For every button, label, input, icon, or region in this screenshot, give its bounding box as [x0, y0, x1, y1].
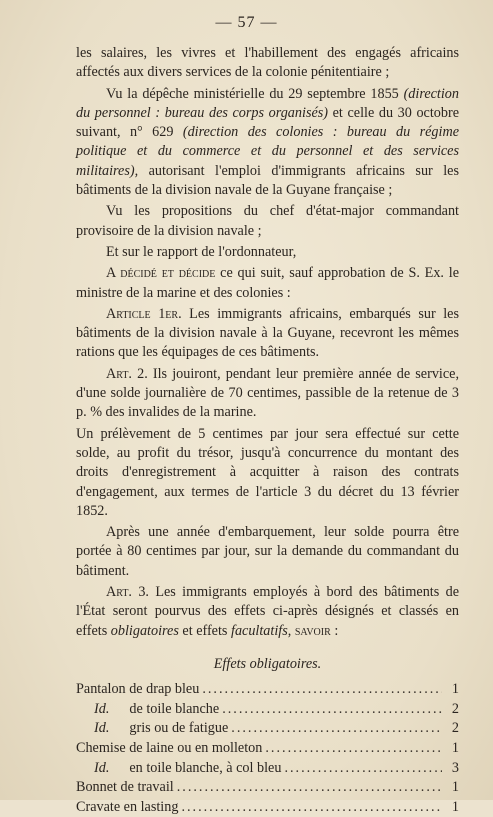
text-run-italic: (direction des colonies : bureau du régime politique et du commerce et du personnel et des services militaires), — [76, 124, 459, 179]
leader-dots — [177, 778, 442, 797]
items-list — [76, 680, 459, 817]
text-run: , — [287, 622, 295, 639]
item-text: de toile blanche — [129, 700, 220, 717]
item-label: Chemise de laine ou en molleton — [76, 739, 263, 756]
leader-dots — [265, 739, 442, 758]
leader-dots — [181, 798, 442, 817]
leader-dots — [202, 680, 442, 699]
text-run: et celle du 30 octobre suivant, n° 629 — [76, 104, 459, 141]
text-run-smallcaps: savoir — [294, 622, 331, 639]
item-quantity: 2 — [451, 700, 459, 717]
list-item — [76, 759, 459, 779]
text-run: Vu la dépêche ministérielle du 29 septembre 1855 — [106, 85, 404, 102]
item-label: Pantalon de drap bleu — [76, 681, 200, 698]
item-idem: Id. — [94, 759, 110, 776]
leader-dots — [222, 700, 442, 719]
paragraph-1: les salaires, les vivres et l'habillement des engagés africains affectés aux divers services de la colonie pénitentiaire ; — [76, 45, 459, 81]
text-run-smallcaps: A décidé et décide — [106, 265, 216, 282]
paragraph-3: Vu les propositions du chef d'état-major commandant provisoire de la division navale ; — [76, 203, 459, 239]
text-run: : — [330, 622, 339, 639]
leader-dots — [284, 759, 442, 778]
list-item — [76, 778, 459, 798]
item-quantity: 2 — [451, 720, 459, 737]
article-3 — [76, 583, 459, 641]
list-item — [76, 719, 459, 739]
text-run: autorisant l'emploi d'immigrants africains sur les bâtiments de la division navale de la Guyane française ; — [76, 162, 459, 199]
text-run-italic: (direction du personnel : bureau des corps organisés) — [76, 85, 459, 121]
text-run-italic: obligatoires — [110, 622, 179, 639]
list-item — [76, 700, 459, 720]
item-quantity: 1 — [451, 681, 459, 698]
text-run: Les immigrants africains, embarqués sur les bâtiments de la division navale à la Guyane, recevront les mêmes rations que les équipages de ces bâtiments. — [76, 305, 459, 361]
item-label: Cravate en lasting — [76, 798, 179, 815]
leader-dots — [231, 719, 442, 738]
item-text: en toile blanche, à col bleu — [129, 759, 282, 776]
item-label — [76, 700, 219, 719]
text-run-italic: facultatifs — [231, 622, 288, 639]
item-label — [76, 759, 281, 778]
item-quantity: 1 — [451, 798, 459, 815]
article-heading: Art. 3. — [106, 584, 149, 601]
article-heading: Article 1er. — [106, 305, 182, 322]
paragraph-8: Un prélèvement de 5 centimes par jour sera effectué sur cette solde, au profit du trésor, jusqu'à concurrence du montant des droits d'enregistrement à acquitter à raison des contrats d'engagement, aux termes de l'article 3 du décret du 13 février 1852. — [76, 425, 459, 519]
document-body — [76, 44, 459, 817]
paragraph-2 — [76, 85, 459, 201]
paragraph-4: Et sur le rapport de l'ordonnateur, — [106, 243, 297, 260]
item-label: Bonnet de travail — [76, 779, 174, 796]
item-quantity: 1 — [451, 779, 459, 796]
article-2 — [76, 365, 459, 423]
list-title: Effets obligatoires. — [213, 655, 322, 672]
item-quantity: 3 — [451, 759, 459, 776]
item-text: gris ou de fatigue — [129, 720, 229, 737]
text-run: et effets — [178, 622, 231, 639]
paragraph-5 — [76, 264, 459, 303]
item-quantity: 1 — [451, 739, 459, 756]
item-label — [76, 719, 228, 738]
text-run: Les immigrants employés à bord des bâtiments de l'État seront pourvus des effets ci-après désignés et classés en effets — [76, 584, 459, 639]
text-run: ce qui suit, sauf approbation de S. Ex. le ministre de la marine et des colonies : — [76, 265, 460, 301]
text-run: Ils jouiront, pendant leur première année de service, d'une solde journalière de 70 centimes, passible de la retenue de 3 p. % des invalides de la marine. — [76, 365, 459, 421]
article-1 — [76, 305, 459, 363]
item-idem: Id. — [94, 720, 110, 737]
article-heading: Art. 2. — [106, 365, 148, 382]
list-item — [76, 739, 459, 759]
list-item — [76, 798, 459, 817]
page-number: — 57 — — [215, 14, 278, 31]
paragraph-9: Après une année d'embarquement, leur solde pourra être portée à 80 centimes par jour, sur la demande du commandant du bâtiment. — [76, 524, 459, 579]
list-item — [76, 680, 459, 700]
item-idem: Id. — [94, 700, 110, 717]
